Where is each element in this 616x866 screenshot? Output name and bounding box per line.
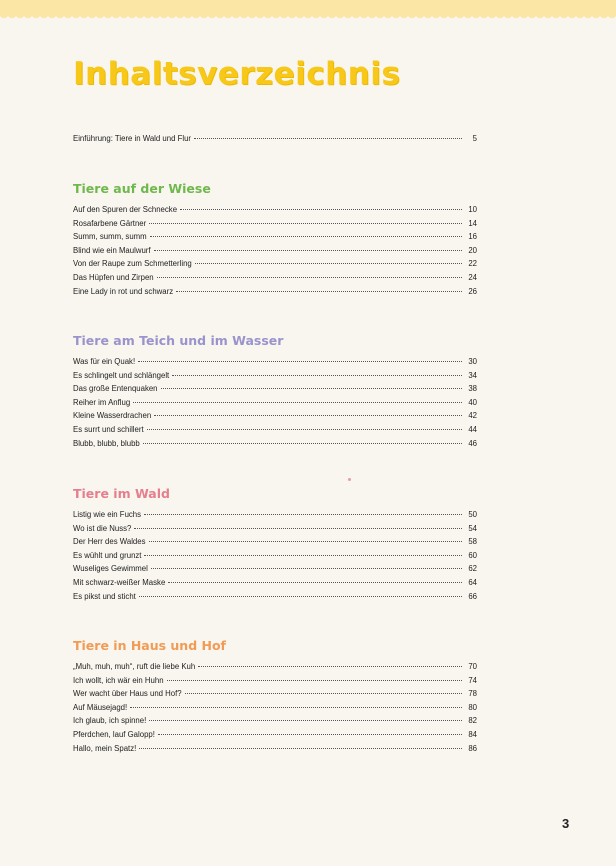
- dot-leader: [149, 223, 462, 224]
- toc-entry-label: Eine Lady in rot und schwarz: [73, 286, 174, 296]
- dot-leader: [151, 568, 462, 569]
- toc-entry[interactable]: [73, 522, 477, 536]
- toc-entry-label: Pferdchen, lauf Galopp!: [73, 729, 155, 739]
- dot-leader: [147, 429, 462, 430]
- toc-entry-page: 66: [468, 591, 477, 601]
- toc-entry[interactable]: [73, 535, 477, 549]
- dot-leader: [172, 375, 462, 376]
- dot-leader: [157, 277, 462, 278]
- toc-entry-label: Blubb, blubb, blubb: [73, 438, 140, 448]
- dot-leader: [168, 582, 462, 583]
- toc-entry-label: Es surrt und schillert: [73, 424, 144, 434]
- page-number: 3: [562, 816, 570, 831]
- dot-leader: [194, 138, 462, 139]
- section-title: Tiere am Teich und im Wasser: [73, 333, 284, 348]
- toc-entry[interactable]: [73, 742, 477, 756]
- toc-entry-page: 30: [468, 357, 477, 366]
- toc-entry-label: Das große Entenquaken: [73, 384, 158, 394]
- toc-entry-page: 26: [468, 286, 477, 296]
- toc-entry-label: Blind wie ein Maulwurf: [73, 245, 151, 255]
- dot-leader: [149, 720, 462, 721]
- toc-entry-label: „Muh, muh, muh“, ruft die liebe Kuh: [73, 662, 196, 671]
- toc-entry-page: 10: [468, 205, 477, 214]
- dot-leader: [139, 748, 462, 749]
- dot-leader: [185, 693, 462, 694]
- toc-entry-label: Reiher im Anflug: [73, 397, 131, 407]
- toc-entry[interactable]: [73, 562, 477, 576]
- toc-entry-page: 62: [468, 564, 477, 574]
- toc-entry-page: 44: [468, 424, 477, 434]
- toc-entry-label: Ich glaub, ich spinne!: [73, 716, 147, 726]
- toc-entry[interactable]: [73, 369, 477, 383]
- toc-entry[interactable]: [73, 271, 477, 285]
- dot-leader: [154, 415, 462, 416]
- toc-entry-label: Rosafarbene Gärtner: [73, 218, 147, 228]
- toc-entry-page: 82: [468, 716, 477, 726]
- toc-entry-page: 64: [468, 577, 477, 587]
- toc-entry[interactable]: [73, 508, 477, 522]
- toc-entry-page: 80: [468, 702, 477, 712]
- toc-entry[interactable]: [73, 714, 477, 728]
- toc-entry[interactable]: [73, 549, 477, 563]
- dot-leader: [150, 236, 462, 237]
- section-teich: [73, 333, 477, 450]
- dot-leader: [149, 541, 462, 542]
- toc-entry-label: Wer wacht über Haus und Hof?: [73, 689, 182, 699]
- dot-leader: [195, 263, 462, 264]
- toc-entry-label: Der Herr des Waldes: [73, 537, 146, 547]
- toc-entry-label: Was für ein Quak!: [73, 357, 136, 366]
- toc-entry-page: 58: [468, 537, 477, 547]
- toc-entry-label: Es pikst und sticht: [73, 591, 136, 601]
- toc-entry-page: 46: [468, 438, 477, 448]
- toc-entry-page: 24: [468, 272, 477, 282]
- toc-entry[interactable]: [73, 217, 477, 231]
- toc-entry[interactable]: [73, 660, 477, 674]
- toc-entry-page: 70: [468, 662, 477, 671]
- toc-entry[interactable]: [73, 230, 477, 244]
- toc-entry-intro[interactable]: [73, 132, 477, 146]
- section-title: Tiere im Wald: [73, 486, 170, 501]
- section-wiese: [73, 181, 477, 298]
- dot-leader: [138, 361, 462, 362]
- dot-leader: [158, 734, 462, 735]
- toc-entry-page: 38: [468, 384, 477, 394]
- toc-entry[interactable]: [73, 687, 477, 701]
- toc-entry-label: Es schlingelt und schlängelt: [73, 370, 170, 380]
- toc-entry-label: Auf Mäusejagd!: [73, 702, 128, 712]
- toc-entry[interactable]: [73, 355, 477, 369]
- dot-leader: [167, 680, 462, 681]
- toc-entry[interactable]: [73, 257, 477, 271]
- toc-entry-page: 34: [468, 370, 477, 380]
- dot-leader: [134, 528, 462, 529]
- toc-entry-label: Kleine Wasserdrachen: [73, 411, 152, 421]
- dot-leader: [143, 443, 462, 444]
- toc-entry-label: Ich wollt, ich wär ein Huhn: [73, 675, 164, 685]
- dot-leader: [161, 388, 462, 389]
- toc-entry-page: 86: [468, 743, 477, 753]
- dot-leader: [176, 291, 462, 292]
- toc-entry-label: Mit schwarz-weißer Maske: [73, 577, 166, 587]
- toc-entry-page: 84: [468, 729, 477, 739]
- toc-entry-label: Auf den Spuren der Schnecke: [73, 205, 178, 214]
- toc-entry[interactable]: [73, 203, 477, 217]
- toc-entry-label: Hallo, mein Spatz!: [73, 743, 137, 753]
- section-wald: [73, 486, 477, 603]
- toc-entry[interactable]: [73, 674, 477, 688]
- section-title: Tiere auf der Wiese: [73, 181, 211, 196]
- decorative-speck: [348, 478, 351, 481]
- toc-entry[interactable]: [73, 244, 477, 258]
- toc-entry-label: Wuseliges Gewimmel: [73, 564, 148, 574]
- toc-entry-page: 54: [468, 523, 477, 533]
- toc-entry[interactable]: [73, 396, 477, 410]
- intro-entry-wrapper: [73, 132, 477, 146]
- toc-entry-label: Listig wie ein Fuchs: [73, 510, 142, 519]
- toc-entry[interactable]: [73, 437, 477, 451]
- toc-entry-label: Es wühlt und grunzt: [73, 550, 142, 560]
- toc-entry-label: Summ, summ, summ: [73, 232, 147, 242]
- section-title: Tiere in Haus und Hof: [73, 638, 226, 653]
- toc-entry-page: 22: [468, 259, 477, 269]
- page-title: Inhaltsverzeichnis: [73, 56, 401, 92]
- toc-entry-label: Einführung: Tiere in Wald und Flur: [73, 134, 192, 143]
- dot-leader: [180, 209, 462, 210]
- toc-entry-page: 14: [468, 218, 477, 228]
- dot-leader: [144, 555, 462, 556]
- toc-entry-page: 40: [468, 397, 477, 407]
- decorative-top-border: [0, 0, 616, 14]
- dot-leader: [139, 596, 462, 597]
- toc-entry[interactable]: [73, 285, 477, 299]
- toc-entry[interactable]: [73, 590, 477, 604]
- toc-entry-page: 16: [468, 232, 477, 242]
- section-haus-hof: [73, 638, 477, 755]
- toc-entry-page: 5: [472, 134, 477, 143]
- toc-entry-label: Von der Raupe zum Schmetterling: [73, 259, 192, 269]
- toc-entry-label: Wo ist die Nuss?: [73, 523, 132, 533]
- toc-entry[interactable]: [73, 423, 477, 437]
- dot-leader: [154, 250, 462, 251]
- dot-leader: [130, 707, 462, 708]
- toc-entry[interactable]: [73, 382, 477, 396]
- toc-entry-page: 42: [468, 411, 477, 421]
- toc-entry-label: Das Hüpfen und Zirpen: [73, 272, 154, 282]
- toc-entry-page: 50: [468, 510, 477, 519]
- toc-entry[interactable]: [73, 409, 477, 423]
- toc-entry-page: 74: [468, 675, 477, 685]
- toc-entry-page: 20: [468, 245, 477, 255]
- dot-leader: [144, 514, 462, 515]
- dot-leader: [198, 666, 462, 667]
- toc-entry[interactable]: [73, 576, 477, 590]
- toc-entry-page: 78: [468, 689, 477, 699]
- toc-entry[interactable]: [73, 701, 477, 715]
- toc-entry[interactable]: [73, 728, 477, 742]
- dot-leader: [133, 402, 462, 403]
- toc-entry-page: 60: [468, 550, 477, 560]
